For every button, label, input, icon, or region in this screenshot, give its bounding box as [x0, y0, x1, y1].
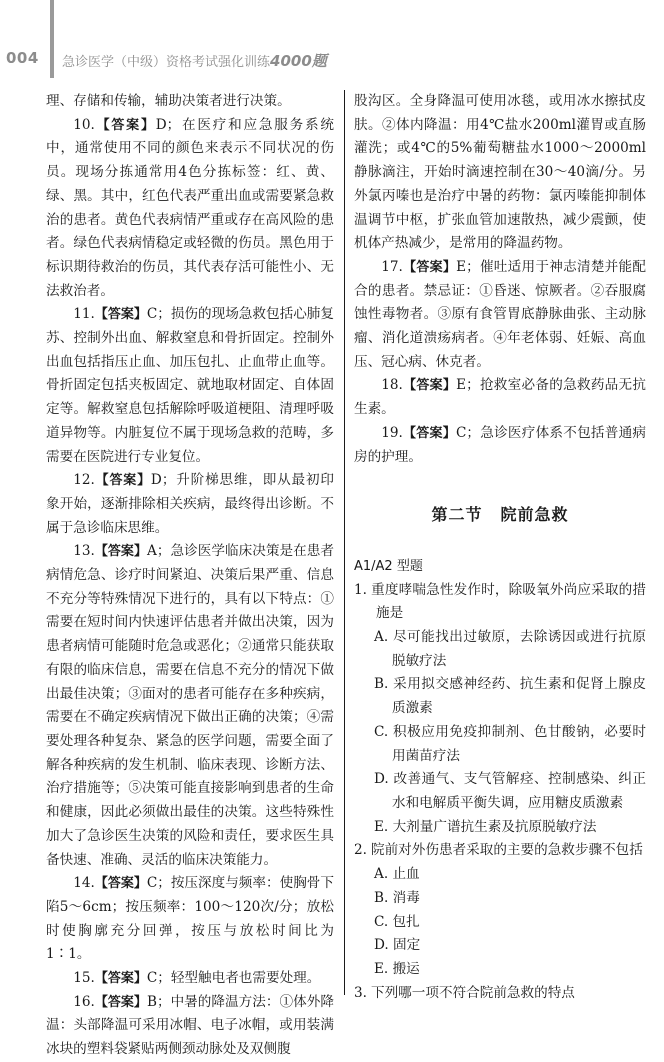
answer-label: 【答案】 — [94, 994, 147, 1010]
page-header — [0, 0, 664, 70]
question-type-label: A1/A2 型题 — [354, 558, 423, 574]
answer-text: C；轻型触电者也需要处理。 — [146, 970, 321, 987]
question-item — [354, 839, 646, 981]
answer-number: 14. — [73, 875, 95, 892]
answer-option: D. 改善通气、支气管解痉、控制感染、纠正水和电解质平衡失调，应用糖皮质激素 — [374, 771, 646, 811]
answer-text: D；在医疗和应急服务系统中，通常使用不同的颜色来表示不同状况的伤员。现场分拣通常用4色分拣标签：红、黄、绿、黑。其中，红色代表严重出血或需要紧急救治的患者。黄色代表病情严重或存在高风险的患者。绿色代表病情稳定或轻微的伤员。黑色用于标识期待救治的伤员，其代表存活可能性小、无法救治者。 — [46, 116, 334, 299]
question-number: 1. — [354, 581, 367, 598]
answer-number: 16. — [73, 993, 95, 1010]
answer-item — [354, 256, 646, 375]
answer-option: A. 止血 — [374, 866, 420, 883]
column-divider — [344, 90, 345, 995]
answer-label: 【答案】 — [402, 425, 457, 441]
answer-item — [46, 540, 334, 872]
answer-label: 【答案】 — [94, 971, 147, 987]
answer-number: 19. — [381, 424, 403, 441]
question-text: 下列哪一项不符合院前急救的特点 — [370, 984, 575, 1001]
question-list — [354, 579, 646, 1006]
answer-text: B；中暑的降温方法：①体外降温：头部降温可采用冰帽、电子冰帽，或用装满冰块的塑料袋紧贴两侧颈动脉处及双侧腹 — [46, 993, 334, 1058]
book-title-emphasis: 4000题 — [270, 52, 327, 70]
answer-item — [46, 469, 334, 540]
answer-number: 17. — [381, 258, 403, 275]
answer-item — [46, 114, 334, 304]
answer-item — [46, 991, 334, 1062]
answer-option: C. 包扎 — [374, 913, 420, 930]
question-text: 重度哮喘急性发作时，除吸氧外尚应采取的措施是 — [370, 581, 646, 622]
answer-list — [46, 114, 334, 1062]
answer-number: 10. — [73, 116, 95, 133]
answer-number: 12. — [73, 472, 95, 489]
answer-option: B. 消毒 — [374, 889, 420, 906]
answer-item — [354, 422, 646, 469]
page-number: 004 — [6, 49, 39, 67]
answer-item — [46, 303, 334, 469]
book-title-text: 急诊医学（中级）资格考试强化训练 — [62, 55, 271, 70]
header-divider — [50, 0, 54, 78]
question-stem — [354, 579, 646, 626]
answer-text: E；抢救室必备的急救药品无抗生素。 — [354, 377, 646, 418]
answer-number: 11. — [73, 306, 95, 323]
answer-label: 【答案】 — [94, 473, 151, 489]
left-column — [46, 90, 334, 1062]
answer-label: 【答案】 — [402, 259, 457, 275]
right-column — [354, 90, 646, 1005]
answer-option: E. 大剂量广谱抗生素及抗原脱敏疗法 — [374, 818, 597, 835]
answer-number: 13. — [73, 543, 95, 560]
question-number: 2. — [354, 842, 367, 859]
continued-text: 股沟区。全身降温可使用冰毯，或用冰水擦拭皮肤。②体内降温：用4℃盐水200ml灌胃或直肠灌洗；或4℃的5%葡萄糖盐水1000～2000ml静脉滴注，开始时滴速控制在30～40滴/分。另外氯丙嗪也是治疗中暑的药物：氯丙嗪能抑制体温调节中枢，扩张血管加速散热，减少震颤，使机体产热减少，是常用的降温药物。 — [354, 93, 646, 252]
answer-label: 【答案】 — [94, 307, 147, 323]
answer-option: E. 搬运 — [374, 960, 420, 977]
continued-text: 理、存储和传输，辅助决策者进行决策。 — [46, 93, 291, 109]
answer-number: 15. — [73, 970, 95, 987]
question-item — [354, 579, 646, 840]
book-title — [62, 50, 327, 71]
answer-list — [354, 256, 646, 469]
answer-label: 【答案】 — [94, 876, 147, 892]
answer-text: D；升阶梯思维，即从最初印象开始，逐渐排除相关疾病，最终得出诊断。不属于急诊临床思维。 — [46, 472, 334, 536]
question-stem — [354, 839, 646, 863]
section-name: 院前急救 — [500, 505, 569, 525]
answer-item — [354, 374, 646, 421]
answer-text: C；急诊医疗体系不包括普通病房的护理。 — [354, 424, 646, 465]
answer-number: 18. — [381, 377, 403, 394]
answer-label: 【答案】 — [94, 117, 156, 133]
section-number: 第二节 — [431, 505, 483, 525]
answer-text: C；按压深度与频率：使胸骨下陷5～6cm；按压频率：100～120次/分；放松时使胸廓充分回弹，按压与放松时间比为1∶1。 — [46, 875, 334, 963]
question-item — [354, 982, 646, 1006]
answer-text: E；催吐适用于神志清楚并能配合的患者。禁忌证：①昏迷、惊厥者。②吞服腐蚀性毒物者。③原有食管胃底静脉曲张、主动脉瘤、消化道溃疡病者。④年老体弱、妊娠、高血压、冠心病、休克者。 — [354, 258, 646, 370]
question-number: 3. — [354, 984, 367, 1001]
answer-option: B. 采用拟交感神经药、抗生素和促肾上腺皮质激素 — [374, 676, 646, 717]
answer-label: 【答案】 — [94, 544, 147, 560]
answer-text: C；损伤的现场急救包括心肺复苏、控制外出血、解救窒息和骨折固定。控制外出血包括指压止血、加压包扎、止血带止血等。骨折固定包括夹板固定、就地取材固定、自体固定等。解救窒息包括解除呼吸道梗阻、清理呼吸道异物等。内脏复位不属于现场急救的范畴，多需要在医院进行专业复位。 — [46, 306, 334, 465]
question-text: 院前对外伤患者采取的主要的急救步骤不包括 — [370, 842, 643, 859]
question-stem — [354, 982, 646, 1006]
answer-label: 【答案】 — [402, 378, 457, 394]
answer-option: A. 尽可能找出过敏原，去除诱因或进行抗原脱敏疗法 — [374, 629, 646, 669]
answer-item — [46, 967, 334, 991]
answer-option: C. 积极应用免疫抑制剂、色甘酸钠，必要时用菌苗疗法 — [374, 723, 646, 764]
answer-text: A；急诊医学临床决策是在患者病情危急、诊疗时间紧迫、决策后果严重、信息不充分等特殊情况下进行的，具有以下特点：①需要在短时间内快速评估患者并做出决策，因为患者病情可能随时危急或恶化；②通常只能获取有限的临床信息，需要在信息不充分的情况下做出最佳决策；③面对的患者可能存在多种疾病，需要在不确定疾病情况下做出正确的决策；④需要处理各种复杂、紧急的医学问题，需要全面了解各种疾病的发生机制、临床表现、诊断方法、治疗措施等；⑤决策可能直接影响到患者的生命和健康，因此必须做出最佳的决策。这些特殊性加大了急诊医生决策的风险和责任，要求医生具备快速、准确、灵活的临床决策能力。 — [46, 543, 334, 868]
answer-item — [46, 872, 334, 967]
section-title — [354, 503, 646, 527]
answer-option: D. 固定 — [374, 937, 421, 954]
